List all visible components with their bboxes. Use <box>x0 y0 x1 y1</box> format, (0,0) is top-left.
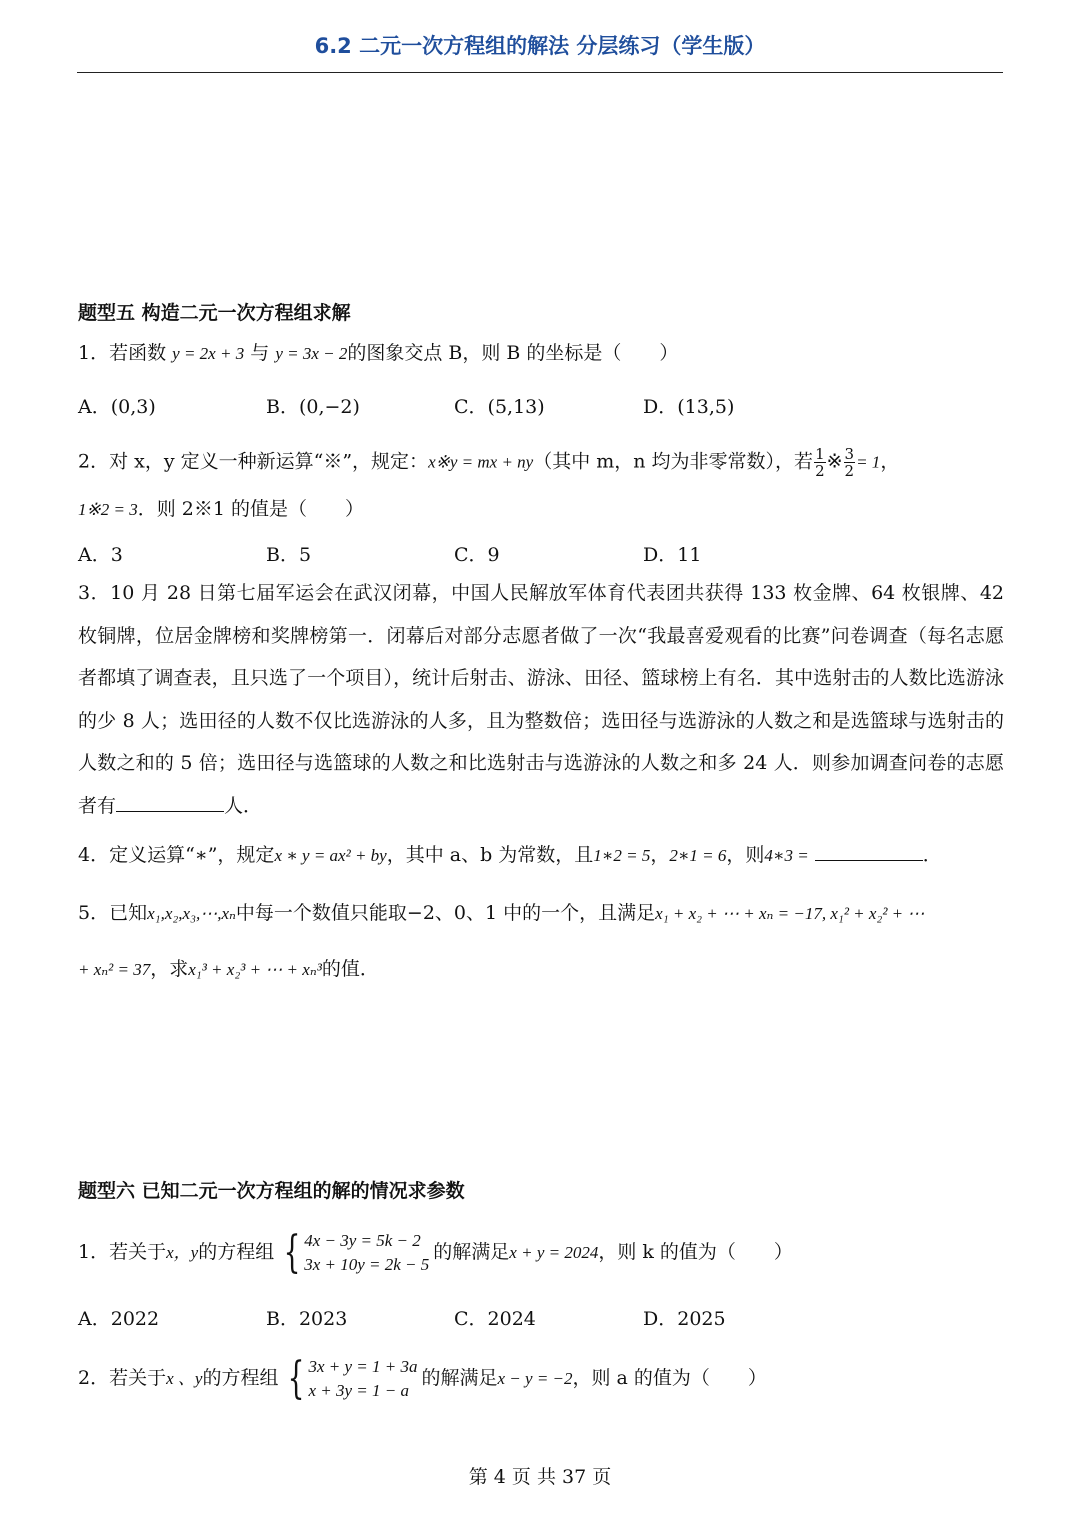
fraction: $\frac{1}{2}$ <box>815 445 825 480</box>
question-text: 定义运算“∗”，规定 <box>109 844 275 866</box>
equation: 1∗2 = 5 <box>593 846 651 865</box>
option-c: C．(5,13) <box>454 396 545 418</box>
question-number: 2． <box>78 1367 110 1389</box>
operator: ※ <box>826 450 843 473</box>
question-text: 对 x，y 定义一种新运算“※”，规定： <box>109 450 429 473</box>
equation: 1※2 = 3 <box>78 500 138 519</box>
question-number: 3． <box>78 582 111 604</box>
s5-question-3: 3．10 月 28 日第七届军运会在武汉闭幕，中国人民解放军体育代表团共获得 133 枚金牌、64 枚银牌、42 枚铜牌，位居金牌榜和奖牌榜第一．闭幕后对部分志愿者做了一次“我最喜爱观看的比赛”问卷调查（每名志愿者都填了调查表，且只选了一个项目），统计后射击、游泳、田径、篮球榜上有名．其中选射击的人数比选游泳的少 8 人；选田径的人数不仅比选游泳的人多，且为整数倍；选田径与选游泳的人数之和是选篮球与选射击的人数之和的 5 倍；选田径与选篮球的人数之和比选射击与选游泳的人数之和多 24 人．则参加调查问卷的志愿者有 人． <box>78 582 1005 817</box>
equation: 3x + 10y = 2k − 5 <box>304 1255 430 1274</box>
question-text: ．则 2※1 的值是（ ） <box>137 498 364 520</box>
variables: x，y <box>166 1243 199 1262</box>
question-number: 5． <box>78 902 110 924</box>
page-header-title: 6.2 二元一次方程组的解法 分层练习（学生版） <box>314 34 766 58</box>
question-text: 若关于 <box>109 1367 167 1389</box>
answer-blank[interactable] <box>815 842 923 861</box>
equation: x₁,x₂,x₃,⋯,xₙ <box>147 904 236 923</box>
question-text: 已知 <box>109 902 148 924</box>
equation-system <box>278 1229 429 1277</box>
fraction: $\frac{3}{2}$ <box>844 445 855 480</box>
equation: x − y = −2 <box>497 1369 573 1388</box>
equation: 4x − 3y = 5k − 2 <box>304 1231 421 1250</box>
equation: 3x + y = 1 + 3a <box>308 1357 418 1376</box>
s5-question-2-cont <box>78 496 364 523</box>
option-b: B．(0,−2) <box>266 396 360 418</box>
brace-icon: { <box>288 1353 305 1404</box>
equation: x※y = mx + ny <box>428 452 534 472</box>
option-d: D．2025 <box>643 1308 726 1330</box>
question-text: 中每一个数值只能取−2、0、1 中的一个，且满足 <box>235 902 656 924</box>
equation: x + 3y = 1 − a <box>308 1381 409 1400</box>
equation: x ∗ y = ax² + by <box>274 846 387 865</box>
option-b: B．2023 <box>266 1308 348 1330</box>
s5-question-2: 2．对 x，y 定义一种新运算“※”，规定：x※y = mx + ny（其中 m，n 均为非零常数），若 $\frac{1}{2}$ ※ $\frac{3}{2}$ = 1， <box>78 445 900 480</box>
option-b: B．5 <box>266 544 312 566</box>
question-text: 若函数 <box>109 342 167 364</box>
question-number: 2． <box>78 450 110 473</box>
equation: x₁³ + x₂³ + ⋯ + xₙ³ <box>188 960 322 979</box>
s6-question-1: 1．若关于x，y的方程组 { 4x − 3y = 5k − 2 3x + 10y = 2k − 5 的解满足x + y = 2024，则 k 的值为（ ） <box>78 1227 793 1278</box>
s5-question-5 <box>78 900 924 927</box>
equation: x + y = 2024 <box>509 1243 599 1262</box>
equation: 4∗3 = <box>764 846 809 865</box>
equation: = 1 <box>856 452 881 472</box>
s5-question-1 <box>78 340 678 367</box>
question-number: 1． <box>78 342 110 364</box>
option-a: A．(0,3) <box>78 396 156 418</box>
question-text: 的图象交点 B，则 B 的坐标是（ ） <box>347 342 679 364</box>
question-text: （其中 m，n 均为非零常数），若 <box>533 450 814 473</box>
s6-question-2: 2．若关于x 、y的方程组 { 3x + y = 1 + 3a x + 3y = 1 − a 的解满足x − y = −2，则 a 的值为（ ） <box>78 1353 767 1404</box>
question-text: 若关于 <box>109 1241 167 1263</box>
s5-question-4: 4．定义运算“∗”，规定x ∗ y = ax² + by，其中 a、b 为常数，且1∗2 = 5，2∗1 = 6，则4∗3 = ． <box>78 844 942 866</box>
equation: y = 3x − 2 <box>275 344 348 363</box>
question-text: 与 <box>250 342 270 364</box>
option-c: C．2024 <box>454 1308 536 1330</box>
equation-system <box>282 1355 417 1403</box>
answer-blank[interactable] <box>116 793 224 812</box>
variables: x 、y <box>166 1369 203 1388</box>
question-number: 4． <box>78 844 110 866</box>
question-text: ，其中 a、b 为常数，且 <box>386 844 594 866</box>
equation: x₁ + x₂ + ⋯ + xₙ = −17, x₁² + x₂² + ⋯ <box>655 904 925 923</box>
equation: + xₙ² = 37 <box>78 960 151 979</box>
option-d: D．(13,5) <box>643 396 735 418</box>
header-divider <box>77 72 1003 73</box>
option-a: A．2022 <box>78 1308 160 1330</box>
question-text: 10 月 28 日第七届军运会在武汉闭幕，中国人民解放军体育代表团共获得 133 枚金牌、64 枚银牌、42 枚铜牌，位居金牌榜和奖牌榜第一．闭幕后对部分志愿者做了一次“我最喜爱观看的比赛”问卷调查（每名志愿者都填了调查表，且只选了一个项目），统计后射击、游泳、田径、篮球榜上有名．其中选射击的人数比选游泳的少 8 人；选田径的人数不仅比选游泳的人多，且为整数倍；选田径与选游泳的人数之和是选篮球与选射击的人数之和的 5 倍；选田径与选篮球的人数之和比选射击与选游泳的人数之和多 24 人．则参加调查问卷的志愿者有 <box>78 582 1005 817</box>
option-d: D．11 <box>643 544 702 566</box>
brace-icon: { <box>283 1227 301 1278</box>
section-6-title: 题型六 已知二元一次方程组的解的情况求参数 <box>78 1180 465 1202</box>
equation: 2∗1 = 6 <box>669 846 727 865</box>
option-c: C．9 <box>454 544 500 566</box>
page-number: 第 4 页 共 37 页 <box>468 1466 612 1488</box>
s5-question-5-cont: + xₙ² = 37，求x₁³ + x₂³ + ⋯ + xₙ³的值． <box>78 958 379 980</box>
option-a: A．3 <box>78 544 123 566</box>
equation: y = 2x + 3 <box>172 344 245 363</box>
section-5-title: 题型五 构造二元一次方程组求解 <box>78 302 351 324</box>
question-number: 1． <box>78 1241 110 1263</box>
